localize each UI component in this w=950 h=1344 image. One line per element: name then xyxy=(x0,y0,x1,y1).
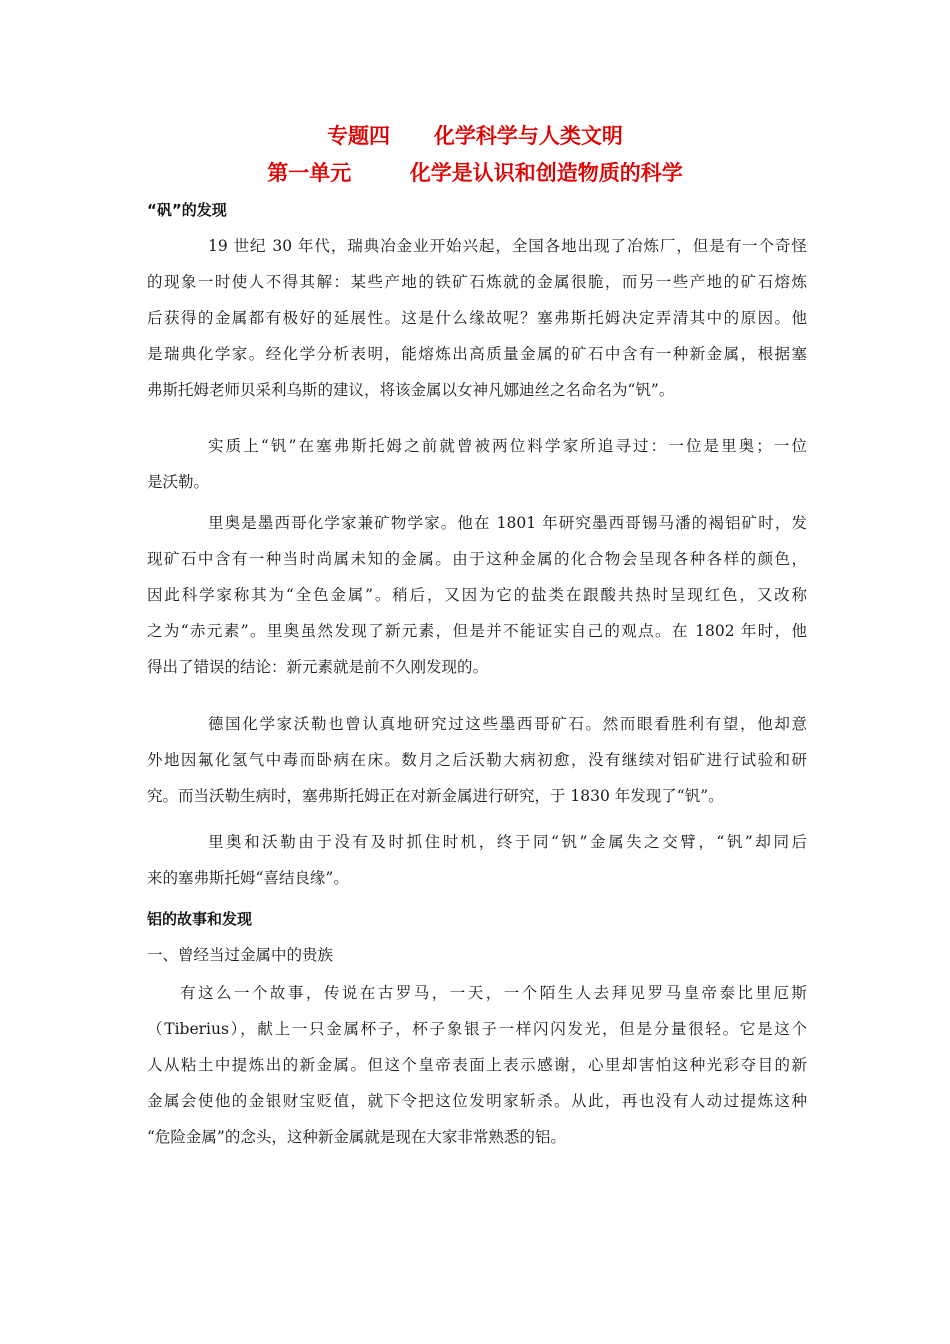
paragraph-line: 现矿石中含有一种当时尚属未知的金属。由于这种金属的化合物会呈现各种各样的颜色， xyxy=(147,550,807,568)
paragraph-line: 人从粘土中提炼出的新金属。但这个皇帝表面上表示感谢，心里却害怕这种光彩夺目的新 xyxy=(147,1056,807,1074)
paragraph-line: （Tiberius），献上一只金属杯子，杯子象银子一样闪闪发光，但是分量很轻。它是这个 xyxy=(147,1020,807,1038)
paragraph-line: 里奥和沃勒由于没有及时抓住时机，终于同“钒”金属失之交臂，“钒”却同后 xyxy=(208,833,807,851)
paragraph-2 xyxy=(147,428,807,500)
paragraph-4 xyxy=(147,706,807,814)
section-heading-vanadium: “矾”的发现 xyxy=(147,201,227,219)
paragraph-line: 的现象一时使人不得其解：某些产地的铁矿石炼就的金属很脆，而另一些产地的矿石熔炼 xyxy=(147,273,807,291)
paragraph-line: 金属会使他的金银财宝贬值，就下令把这位发明家斩杀。从此，再也没有人动过提炼这种 xyxy=(147,1092,807,1110)
paragraph-line: 是瑞典化学家。经化学分析表明，能熔炼出高质量金属的矿石中含有一种新金属，根据塞 xyxy=(147,345,807,363)
paragraph-line: “危险金属”的念头，这种新金属就是现在大家非常熟悉的铝。 xyxy=(147,1128,566,1146)
paragraph-line: 后获得的金属都有极好的延展性。这是什么缘故呢？塞弗斯托姆决定弄清其中的原因。他 xyxy=(147,309,807,327)
paragraph-line: 有这么一个故事，传说在古罗马，一天，一个陌生人去拜见罗马皇帝泰比里厄斯 xyxy=(180,984,807,1002)
paragraph-line: 19 世纪 30 年代，瑞典冶金业开始兴起，全国各地出现了冶炼厂，但是有一个奇怪 xyxy=(208,237,807,255)
paragraph-line: 究。而当沃勒生病时，塞弗斯托姆正在对新金属进行研究，于 1830 年发现了“钒”。 xyxy=(147,787,724,805)
paragraph-line: 里奥是墨西哥化学家兼矿物学家。他在 1801 年研究墨西哥锡马潘的褐铝矿时，发 xyxy=(208,514,807,532)
paragraph-line: 外地因氟化氢气中毒而卧病在床。数月之后沃勒大病初愈，没有继续对铝矿进行试验和研 xyxy=(147,751,807,769)
paragraph-line: 来的塞弗斯托姆“喜结良缘”。 xyxy=(147,869,349,887)
section-heading-aluminum: 铝的故事和发现 xyxy=(147,910,253,928)
paragraph-line: 得出了错误的结论：新元素就是前不久刚发现的。 xyxy=(147,658,489,676)
document-subtitle: 第一单元 化学是认识和创造物质的科学 xyxy=(267,161,683,185)
paragraph-line: 德国化学家沃勒也曾认真地研究过这些墨西哥矿石。然而眼看胜利有望，他却意 xyxy=(208,715,807,733)
paragraph-line: 弗斯托姆老师贝采利乌斯的建议，将该金属以女神凡娜迪丝之名命名为“钒”。 xyxy=(147,381,675,399)
paragraph-aluminum xyxy=(147,975,807,1155)
paragraph-3 xyxy=(147,505,807,685)
paragraph-line: 因此科学家称其为“全色金属”。稍后，又因为它的盐类在跟酸共热时呈现红色，又改称 xyxy=(147,586,807,604)
paragraph-line: 之为“赤元素”。里奥虽然发现了新元素，但是并不能证实自己的观点。在 1802 年时，他 xyxy=(147,622,807,640)
document-title: 专题四 化学科学与人类文明 xyxy=(327,124,623,148)
subsection-heading: 一、曾经当过金属中的贵族 xyxy=(147,946,334,964)
paragraph-line: 实质上“钒”在塞弗斯托姆之前就曾被两位料学家所追寻过：一位是里奥；一位 xyxy=(208,437,807,455)
paragraph-1 xyxy=(147,228,807,408)
paragraph-line: 是沃勒。 xyxy=(147,473,210,491)
paragraph-5 xyxy=(147,824,807,896)
